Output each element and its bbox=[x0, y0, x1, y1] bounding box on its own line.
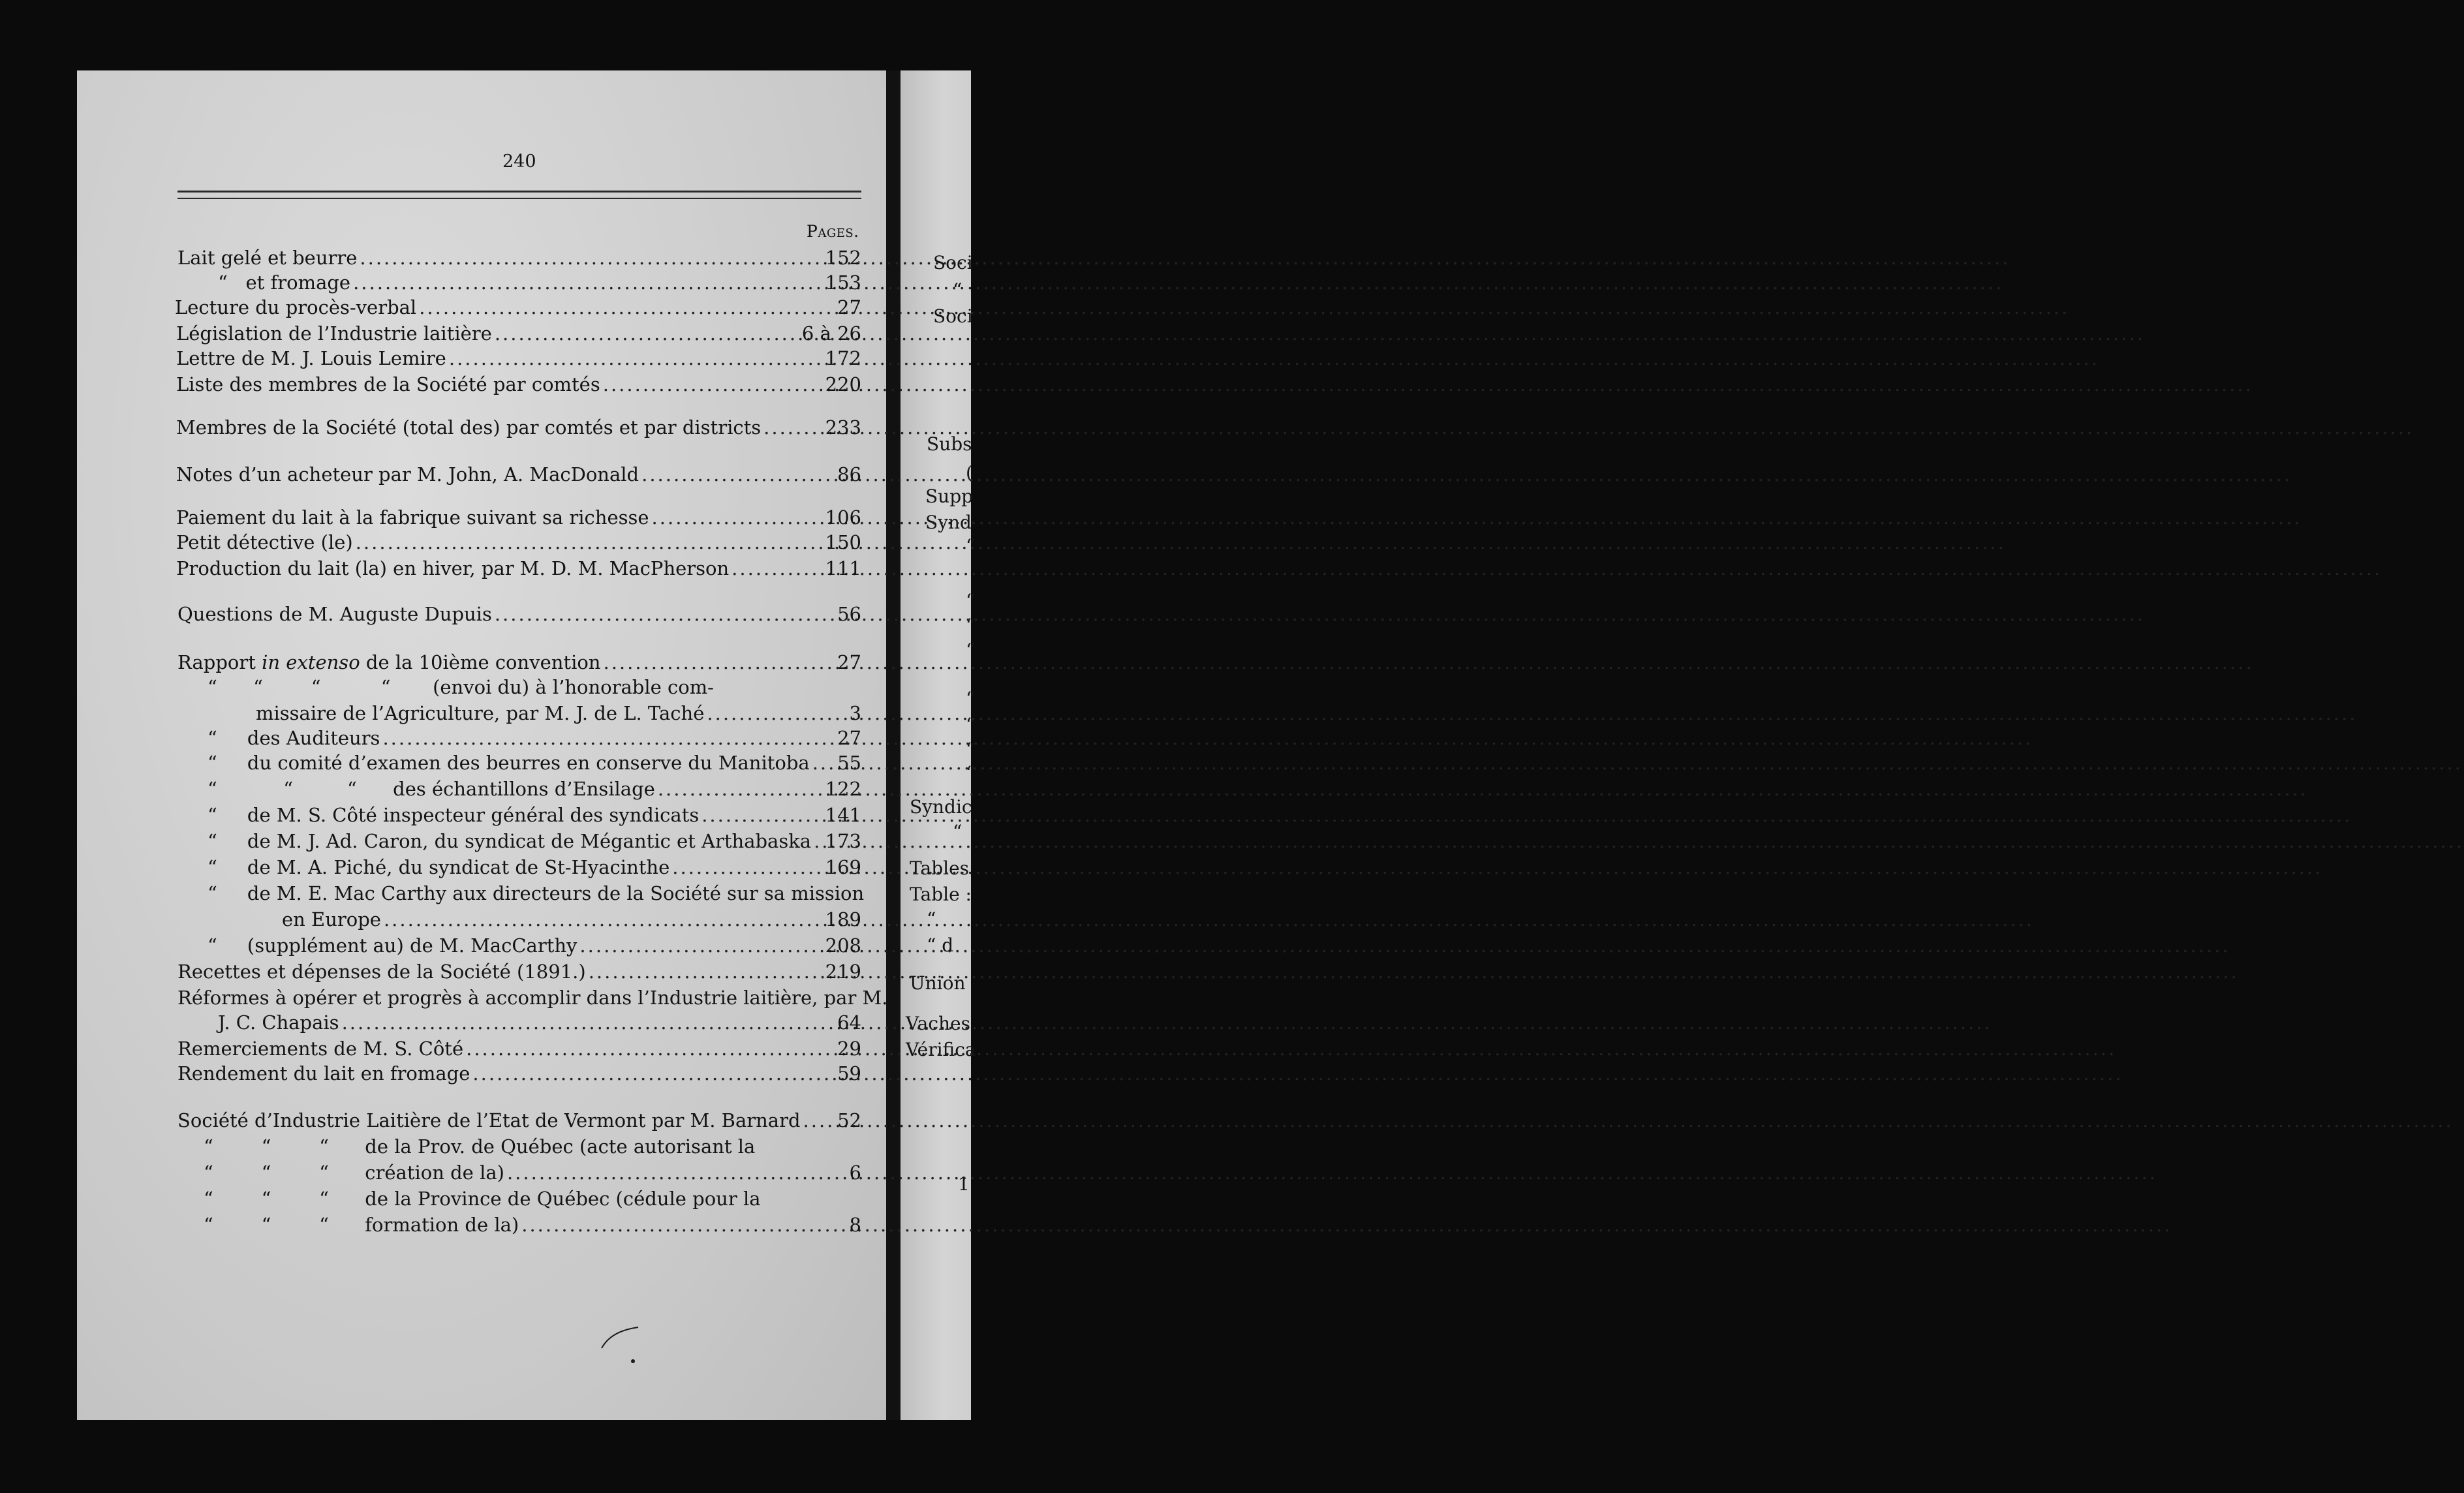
entry-page: 220 bbox=[825, 373, 861, 395]
entry-page: 55 bbox=[837, 752, 861, 774]
entry-label: “ “ “ formation de la) bbox=[204, 1214, 519, 1236]
entry-label: Liste des membres de la Société par comtés bbox=[176, 373, 600, 395]
entry-label: “ de M. J. Ad. Caron, du syndicat de Mégantic et Arthabaska bbox=[208, 830, 812, 852]
right-fragment: “ bbox=[966, 535, 976, 557]
index-entry-line: “ de M. E. Mac Carthy aux directeurs de la Société sur sa mission bbox=[208, 882, 865, 904]
index-entry bbox=[177, 651, 861, 673]
index-entry bbox=[176, 373, 861, 395]
right-fragment: “ bbox=[927, 908, 936, 930]
entry-page: 219 bbox=[825, 961, 861, 983]
entry-page: 52 bbox=[837, 1109, 861, 1131]
entry-page: 27 bbox=[837, 296, 861, 318]
right-fragment: “ bbox=[966, 639, 976, 661]
index-entry bbox=[175, 296, 861, 318]
right-fragment: 1 bbox=[958, 1173, 970, 1195]
entry-label: Production du lait (la) en hiver, par M. D. M. MacPherson bbox=[176, 557, 730, 579]
leader-dots bbox=[449, 347, 823, 369]
leader-dots bbox=[732, 557, 822, 579]
entry-label: Membres de la Société (total des) par comtés et par districts bbox=[176, 416, 762, 439]
index-entry bbox=[176, 506, 861, 529]
entry-page: 152 bbox=[825, 247, 861, 269]
right-fragment: Table : bbox=[910, 884, 972, 905]
entry-page: 59 bbox=[837, 1062, 861, 1085]
entry-page: 172 bbox=[825, 347, 861, 369]
index-entry bbox=[176, 557, 861, 579]
entry-page: 56 bbox=[837, 603, 861, 625]
right-fragment: “ bbox=[966, 714, 976, 735]
entry-label-italic: in extenso bbox=[262, 651, 360, 673]
leader-dots bbox=[641, 463, 833, 485]
index-entry bbox=[204, 1214, 861, 1236]
right-fragment: Soci bbox=[933, 252, 973, 273]
index-entry bbox=[208, 727, 861, 749]
leader-dots bbox=[701, 804, 822, 826]
entry-page: 189 bbox=[825, 908, 861, 931]
entry-page: 111 bbox=[825, 557, 861, 579]
index-entry bbox=[208, 778, 861, 800]
leader-dots bbox=[589, 961, 823, 983]
entry-label: Rendement du lait en fromage bbox=[177, 1062, 470, 1085]
entry-label: missaire de l’Agriculture, par M. J. de L. Taché bbox=[256, 702, 705, 724]
leader-dots bbox=[814, 830, 823, 852]
page-number: 240 bbox=[502, 151, 536, 172]
entry-label: en Europe bbox=[282, 908, 381, 931]
right-fragment: Subs bbox=[927, 433, 972, 455]
entry-page: 6 à 26 bbox=[801, 322, 861, 345]
leader-dots bbox=[672, 856, 822, 878]
index-entry bbox=[176, 416, 861, 439]
index-entry bbox=[208, 752, 861, 774]
entry-page: 153 bbox=[825, 271, 861, 294]
index-entry-line: “ “ “ de la Prov. de Québec (acte autorisant la bbox=[204, 1135, 756, 1158]
entry-label: “ (supplément au) de M. MacCarthy bbox=[208, 934, 578, 957]
entry-label: Lait gelé et beurre bbox=[177, 247, 358, 269]
index-entry bbox=[177, 1062, 861, 1085]
header-rule bbox=[177, 191, 861, 192]
entry-label: Société d’Industrie Laitière de l’Etat de Vermont par M. Barnard bbox=[177, 1109, 801, 1131]
entry-label: “ des Auditeurs bbox=[208, 727, 380, 749]
leader-dots bbox=[472, 1062, 833, 1085]
leader-dots bbox=[707, 702, 833, 724]
index-entry bbox=[218, 1011, 861, 1034]
entry-label-part: Rapport bbox=[177, 651, 262, 673]
right-fragment: Syndic bbox=[910, 796, 972, 818]
right-fragment: Vaches bbox=[906, 1013, 970, 1034]
entry-label: “ “ “ création de la) bbox=[204, 1162, 504, 1184]
entry-page: 29 bbox=[837, 1038, 861, 1060]
entry-label: Paiement du lait à la fabrique suivant sa richesse bbox=[176, 506, 649, 529]
index-entry-line: “ “ “ de la Province de Québec (cédule pour la bbox=[204, 1188, 761, 1210]
entry-label: Législation de l’Industrie laitière bbox=[176, 322, 492, 345]
index-entry bbox=[177, 1109, 861, 1131]
right-fragment: Soci bbox=[933, 305, 973, 327]
right-fragment: Synd bbox=[925, 512, 972, 533]
index-entry bbox=[208, 856, 861, 878]
index-entry bbox=[177, 1038, 861, 1060]
leader-dots bbox=[803, 1109, 833, 1131]
pages-column-header: Pages. bbox=[807, 222, 859, 241]
right-fragment: “ bbox=[953, 279, 962, 301]
index-entry bbox=[177, 247, 861, 269]
index-entry bbox=[204, 1162, 861, 1184]
leader-dots bbox=[382, 727, 833, 749]
leader-dots bbox=[507, 1162, 833, 1184]
right-fragment: “ d bbox=[927, 934, 954, 956]
entry-page: 64 bbox=[837, 1011, 861, 1034]
index-entry bbox=[176, 322, 861, 345]
entry-label: J. C. Chapais bbox=[218, 1011, 339, 1034]
entry-page: 27 bbox=[837, 651, 861, 673]
index-entry bbox=[177, 603, 861, 625]
index-entry bbox=[208, 934, 861, 957]
leader-dots bbox=[604, 651, 833, 673]
entry-page: 150 bbox=[825, 531, 861, 553]
leader-dots bbox=[579, 934, 822, 957]
header-rule bbox=[177, 198, 861, 199]
entry-page: 27 bbox=[837, 727, 861, 749]
entry-label-part: de la 10ième convention bbox=[360, 651, 601, 673]
leader-dots bbox=[495, 603, 833, 625]
entry-page: 3 bbox=[849, 702, 861, 724]
entry-label: Lettre de M. J. Louis Lemire bbox=[176, 347, 446, 369]
leader-dots bbox=[763, 416, 823, 439]
entry-page: 141 bbox=[825, 804, 861, 826]
right-fragment: ( bbox=[966, 462, 973, 484]
right-fragment: Tables bbox=[910, 857, 970, 879]
leader-dots bbox=[658, 778, 823, 800]
entry-page: 106 bbox=[825, 506, 861, 529]
entry-label: “ de M. A. Piché, du syndicat de St-Hyacinthe bbox=[208, 856, 670, 878]
entry-page: 169 bbox=[825, 856, 861, 878]
entry-label: “ “ “ des échantillons d’Ensilage bbox=[208, 778, 655, 800]
leader-dots bbox=[812, 752, 833, 774]
entry-page: 8 bbox=[849, 1214, 861, 1236]
index-entry bbox=[218, 271, 861, 294]
index-entry-line: Réformes à opérer et progrès à accomplir dans l’Industrie laitière, par M. bbox=[177, 987, 888, 1009]
index-entry bbox=[176, 463, 861, 485]
entry-page: 208 bbox=[825, 934, 861, 957]
leader-dots bbox=[495, 322, 799, 345]
index-entry bbox=[176, 347, 861, 369]
entry-page: 6 bbox=[849, 1162, 861, 1184]
entry-label: Questions de M. Auguste Dupuis bbox=[177, 603, 492, 625]
leader-dots bbox=[419, 296, 833, 318]
entry-label: Recettes et dépenses de la Société (1891.) bbox=[177, 961, 586, 983]
right-fragment: “ bbox=[966, 615, 976, 636]
entry-label: Remerciements de M. S. Côté bbox=[177, 1038, 464, 1060]
leader-dots bbox=[384, 908, 823, 931]
right-fragment: “ bbox=[953, 821, 962, 842]
leader-dots bbox=[353, 271, 823, 294]
entry-page: 173 bbox=[825, 830, 861, 852]
entry-label: “ du comité d’examen des beurres en conserve du Manitoba bbox=[208, 752, 810, 774]
right-fragment: “ bbox=[966, 762, 976, 784]
entry-label: “ de M. S. Côté inspecteur général des syndicats bbox=[208, 804, 700, 826]
leader-dots bbox=[360, 247, 822, 269]
leader-dots bbox=[652, 506, 823, 529]
leader-dots bbox=[466, 1038, 833, 1060]
leader-dots bbox=[521, 1214, 833, 1236]
pen-mark bbox=[600, 1323, 653, 1362]
right-fragment: Vérifica bbox=[906, 1039, 976, 1060]
entry-label: “ et fromage bbox=[218, 271, 351, 294]
entry-label: Lecture du procès-verbal bbox=[175, 296, 417, 318]
index-entry bbox=[208, 830, 861, 852]
entry-page: 122 bbox=[825, 778, 861, 800]
right-fragment: Union bbox=[910, 972, 966, 994]
leader-dots bbox=[356, 531, 823, 553]
leader-dots bbox=[603, 373, 823, 395]
index-entry bbox=[176, 531, 861, 553]
entry-label: Petit détective (le) bbox=[176, 531, 353, 553]
index-entry bbox=[282, 908, 861, 931]
right-fragment: “ bbox=[966, 590, 976, 611]
entry-page: 86 bbox=[837, 463, 861, 485]
entry-label: Notes d’un acheteur par M. John, A. MacDonald bbox=[176, 463, 639, 485]
right-fragment: Supp bbox=[925, 485, 974, 507]
index-entry bbox=[256, 702, 861, 724]
index-entry bbox=[208, 804, 861, 826]
right-fragment: “ bbox=[966, 739, 976, 760]
entry-page: 233 bbox=[825, 416, 861, 439]
index-entry bbox=[177, 961, 861, 983]
index-entry-line: “ “ “ “ (envoi du) à l’honorable com- bbox=[208, 676, 714, 698]
right-fragment: “ bbox=[966, 688, 976, 709]
entry-label bbox=[177, 651, 601, 673]
leader-dots bbox=[342, 1011, 833, 1034]
